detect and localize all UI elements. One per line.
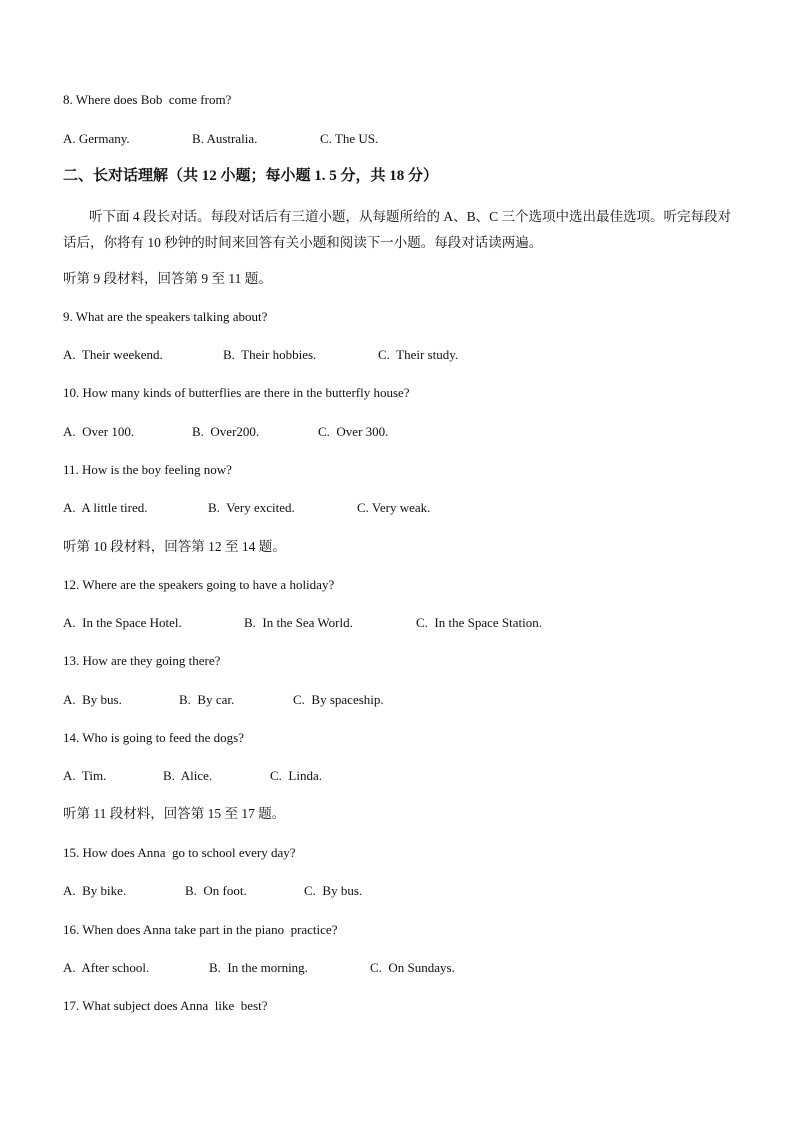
material-10-note: 听第 10 段材料，回答第 12 至 14 题。 bbox=[63, 539, 286, 554]
question-8: 8. Where does Bob come from? bbox=[63, 92, 232, 107]
question-14-option-c: C. Linda. bbox=[270, 768, 322, 783]
question-11: 11. How is the boy feeling now? bbox=[63, 462, 232, 477]
question-8-option-b: B. Australia. bbox=[192, 131, 258, 146]
question-17: 17. What subject does Anna like best? bbox=[63, 998, 268, 1013]
question-15: 15. How does Anna go to school every day? bbox=[63, 845, 296, 860]
question-10-option-b: B. Over200. bbox=[192, 424, 260, 439]
question-9-option-b: B. Their hobbies. bbox=[223, 347, 317, 362]
question-8-option-a: A. Germany. bbox=[63, 131, 130, 146]
question-9-option-a: A. Their weekend. bbox=[63, 347, 163, 362]
question-14: 14. Who is going to feed the dogs? bbox=[63, 730, 245, 745]
question-14-option-a: A. Tim. bbox=[63, 768, 107, 783]
question-13-option-a: A. By bus. bbox=[63, 692, 122, 707]
question-12-option-c: C. In the Space Station. bbox=[416, 615, 543, 630]
question-15-option-a: A. By bike. bbox=[63, 883, 127, 898]
question-10: 10. How many kinds of butterflies are there in the butterfly house? bbox=[63, 385, 410, 400]
question-12-option-a: A. In the Space Hotel. bbox=[63, 615, 182, 630]
question-16: 16. When does Anna take part in the piano practice? bbox=[63, 922, 338, 937]
question-13-option-c: C. By spaceship. bbox=[293, 692, 384, 707]
section-2-title: 二、长对话理解（共 12 小题；每小题 1. 5 分，共 18 分） bbox=[63, 168, 439, 184]
question-15-option-c: C. By bus. bbox=[304, 883, 363, 898]
question-11-option-b: B. Very excited. bbox=[208, 500, 295, 515]
question-10-option-a: A. Over 100. bbox=[63, 424, 135, 439]
question-15-option-b: B. On foot. bbox=[185, 883, 247, 898]
material-9-note: 听第 9 段材料，回答第 9 至 11 题。 bbox=[63, 271, 272, 286]
question-13: 13. How are they going there? bbox=[63, 653, 221, 668]
question-16-option-c: C. On Sundays. bbox=[370, 960, 455, 975]
question-13-option-b: B. By car. bbox=[179, 692, 235, 707]
question-12-option-b: B. In the Sea World. bbox=[244, 615, 353, 630]
question-9-option-c: C. Their study. bbox=[378, 347, 459, 362]
question-10-option-c: C. Over 300. bbox=[318, 424, 389, 439]
question-9: 9. What are the speakers talking about? bbox=[63, 309, 268, 324]
section-2-instructions: 听下面 4 段长对话。每段对话后有三道小题，从每题所给的 A、B、C 三个选项中选出最佳选项。听完每段对话后，你将有 10 秒钟的时间来回答有关小题和阅读下一小题。每段对话读两遍。 bbox=[63, 209, 732, 250]
question-12: 12. Where are the speakers going to have a holiday? bbox=[63, 577, 335, 592]
question-16-option-b: B. In the morning. bbox=[209, 960, 308, 975]
question-8-option-c: C. The US. bbox=[320, 131, 379, 146]
question-11-option-c: C. Very weak. bbox=[357, 500, 431, 515]
question-14-option-b: B. Alice. bbox=[163, 768, 213, 783]
question-16-option-a: A. After school. bbox=[63, 960, 150, 975]
material-11-note: 听第 11 段材料，回答第 15 至 17 题。 bbox=[63, 806, 286, 821]
question-11-option-a: A. A little tired. bbox=[63, 500, 148, 515]
